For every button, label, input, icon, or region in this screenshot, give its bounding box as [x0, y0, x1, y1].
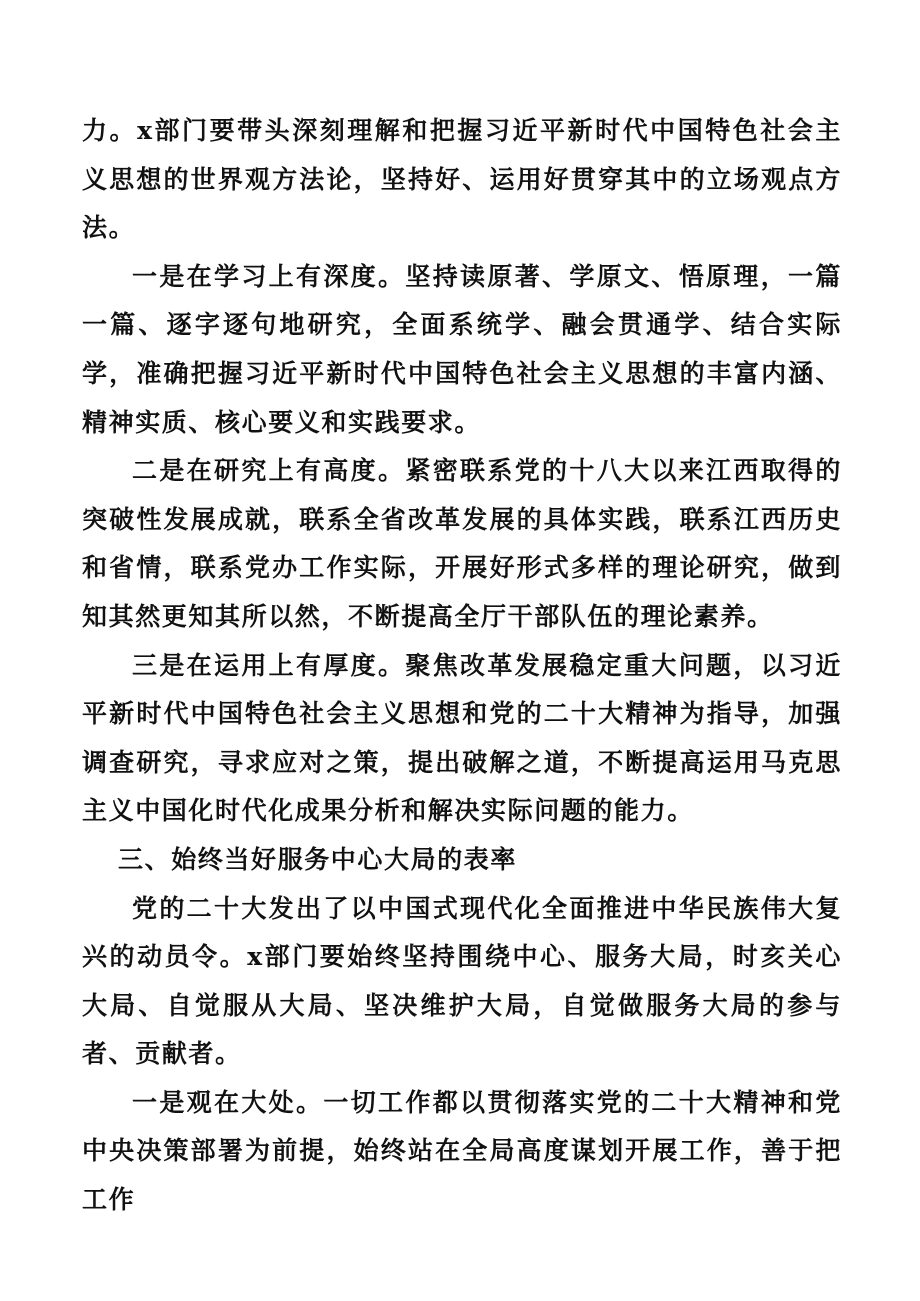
paragraph-mobilization: 党的二十大发出了以中国式现代化全面推进中华民族伟大复兴的动员令。x部门要始终坚持围绕中心、服务大局，时亥关心大局、自觉服从大局、坚决维护大局，自觉做服务大局的参与者、贡献者。: [82, 893, 842, 1069]
paragraph-application-thickness: 三是在运用上有厚度。聚焦改革发展稳定重大问题，以习近平新时代中国特色社会主义思想和党的二十大精神为指导，加强调查研究，寻求应对之策，提出破解之道，不断提高运用马克思主义中国化时代化成果分析和解决实际问题的能力。: [82, 650, 842, 826]
paragraph-study-depth: 一是在学习上有深度。坚持读原著、学原文、悟原理，一篇一篇、逐字逐句地研究，全面系统学、融会贯通学、结合实际学，准确把握习近平新时代中国特色社会主义思想的丰富内涵、精神实质、核心要义和实践要求。: [82, 261, 842, 437]
document-body: [82, 107, 842, 1225]
paragraph-research-height: 二是在研究上有高度。紧密联系党的十八大以来江西取得的突破性发展成就，联系全省改革发展的具体实践，联系江西历史和省情，联系党办工作实际，开展好形式多样的理论研究，做到知其然更知其所以然，不断提高全厅干部队伍的理论素养。: [82, 456, 842, 631]
paragraph-big-picture: 一是观在大处。一切工作都以贯彻落实党的二十大精神和党中央决策部署为前提，始终站在全局高度谋划开展工作，善于把工作: [82, 1087, 842, 1215]
paragraph-continuation: 力。x部门要带头深刻理解和把握习近平新时代中国特色社会主义思想的世界观方法论，坚持好、运用好贯穿其中的立场观点方法。: [82, 116, 842, 243]
section-heading: 三、始终当好服务中心大局的表率: [118, 844, 518, 874]
